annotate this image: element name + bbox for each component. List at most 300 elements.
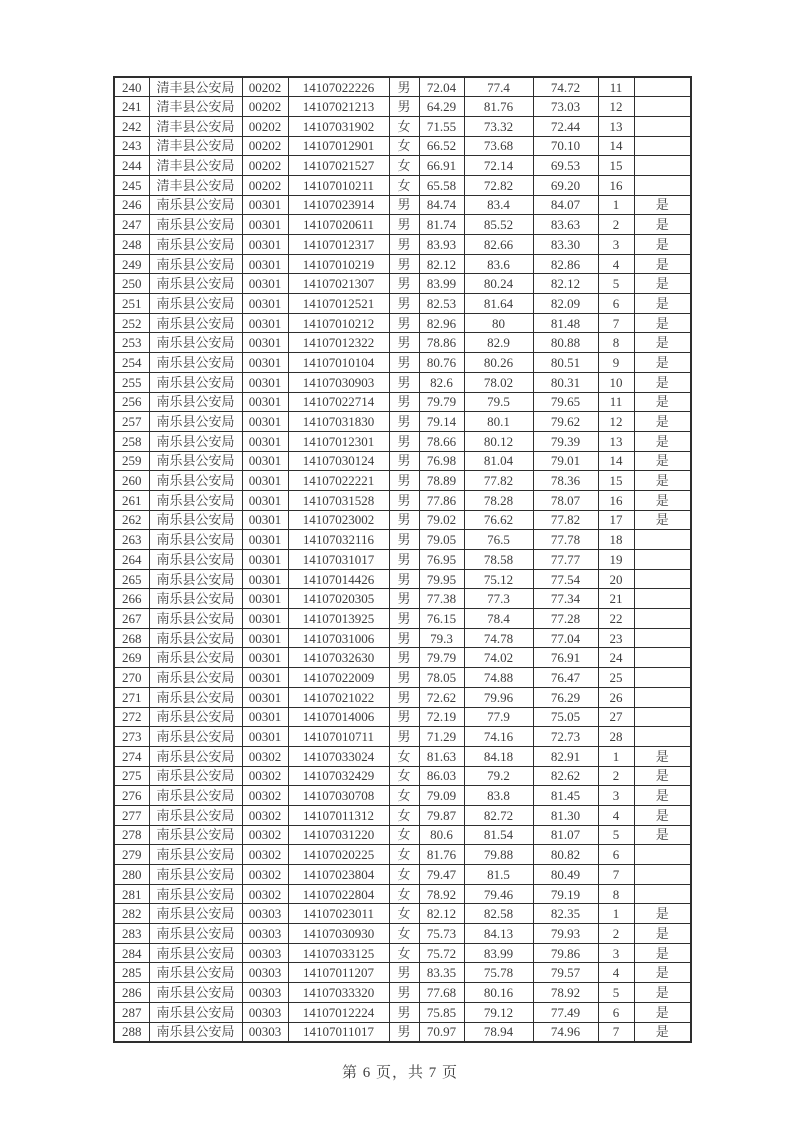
shortlisted-flag: 是 bbox=[634, 1002, 691, 1022]
score-3: 76.91 bbox=[533, 648, 598, 668]
unit-name: 清丰县公安局 bbox=[149, 136, 242, 156]
score-3: 76.47 bbox=[533, 668, 598, 688]
score-1: 78.89 bbox=[419, 471, 464, 491]
score-1: 82.12 bbox=[419, 904, 464, 924]
shortlisted-flag: 是 bbox=[634, 1022, 691, 1042]
shortlisted-flag: 是 bbox=[634, 313, 691, 333]
candidate-id: 14107030930 bbox=[288, 924, 389, 944]
score-1: 79.95 bbox=[419, 569, 464, 589]
score-1: 72.19 bbox=[419, 707, 464, 727]
score-2: 79.12 bbox=[464, 1002, 533, 1022]
candidate-id: 14107010711 bbox=[288, 727, 389, 747]
score-table-body bbox=[114, 77, 691, 1042]
candidate-id: 14107033320 bbox=[288, 983, 389, 1003]
score-2: 80.24 bbox=[464, 274, 533, 294]
rank: 13 bbox=[598, 431, 634, 451]
gender: 男 bbox=[389, 372, 419, 392]
unit-name: 南乐县公安局 bbox=[149, 412, 242, 432]
score-1: 83.99 bbox=[419, 274, 464, 294]
table-row bbox=[114, 175, 691, 195]
score-1: 66.52 bbox=[419, 136, 464, 156]
score-3: 81.48 bbox=[533, 313, 598, 333]
position-code: 00301 bbox=[242, 254, 288, 274]
score-3: 81.07 bbox=[533, 825, 598, 845]
table-row bbox=[114, 1022, 691, 1042]
rank: 16 bbox=[598, 175, 634, 195]
score-3: 77.78 bbox=[533, 530, 598, 550]
candidate-id: 14107012521 bbox=[288, 294, 389, 314]
row-index: 260 bbox=[114, 471, 149, 491]
table-row bbox=[114, 530, 691, 550]
score-3: 77.82 bbox=[533, 510, 598, 530]
rank: 15 bbox=[598, 156, 634, 176]
position-code: 00301 bbox=[242, 471, 288, 491]
rank: 24 bbox=[598, 648, 634, 668]
score-2: 79.88 bbox=[464, 845, 533, 865]
position-code: 00302 bbox=[242, 845, 288, 865]
gender: 男 bbox=[389, 628, 419, 648]
unit-name: 南乐县公安局 bbox=[149, 963, 242, 983]
unit-name: 清丰县公安局 bbox=[149, 77, 242, 97]
gender: 女 bbox=[389, 884, 419, 904]
score-2: 74.88 bbox=[464, 668, 533, 688]
candidate-id: 14107012317 bbox=[288, 235, 389, 255]
shortlisted-flag: 是 bbox=[634, 805, 691, 825]
table-row bbox=[114, 1002, 691, 1022]
table-row bbox=[114, 766, 691, 786]
candidate-id: 14107014426 bbox=[288, 569, 389, 589]
row-index: 242 bbox=[114, 116, 149, 136]
position-code: 00301 bbox=[242, 707, 288, 727]
table-row bbox=[114, 668, 691, 688]
score-3: 84.07 bbox=[533, 195, 598, 215]
gender: 男 bbox=[389, 569, 419, 589]
row-index: 273 bbox=[114, 727, 149, 747]
gender: 男 bbox=[389, 254, 419, 274]
row-index: 261 bbox=[114, 490, 149, 510]
unit-name: 南乐县公安局 bbox=[149, 746, 242, 766]
position-code: 00301 bbox=[242, 294, 288, 314]
position-code: 00301 bbox=[242, 392, 288, 412]
score-2: 81.04 bbox=[464, 451, 533, 471]
row-index: 282 bbox=[114, 904, 149, 924]
score-3: 80.49 bbox=[533, 865, 598, 885]
shortlisted-flag: 是 bbox=[634, 392, 691, 412]
position-code: 00301 bbox=[242, 530, 288, 550]
row-index: 278 bbox=[114, 825, 149, 845]
rank: 9 bbox=[598, 353, 634, 373]
gender: 女 bbox=[389, 924, 419, 944]
score-2: 85.52 bbox=[464, 215, 533, 235]
row-index: 245 bbox=[114, 175, 149, 195]
candidate-id: 14107022714 bbox=[288, 392, 389, 412]
shortlisted-flag bbox=[634, 175, 691, 195]
row-index: 276 bbox=[114, 786, 149, 806]
score-2: 81.64 bbox=[464, 294, 533, 314]
table-row bbox=[114, 648, 691, 668]
table-row bbox=[114, 786, 691, 806]
score-3: 78.92 bbox=[533, 983, 598, 1003]
rank: 3 bbox=[598, 943, 634, 963]
table-row bbox=[114, 235, 691, 255]
shortlisted-flag: 是 bbox=[634, 746, 691, 766]
gender: 女 bbox=[389, 136, 419, 156]
candidate-id: 14107023002 bbox=[288, 510, 389, 530]
gender: 男 bbox=[389, 490, 419, 510]
shortlisted-flag bbox=[634, 865, 691, 885]
table-row bbox=[114, 471, 691, 491]
candidate-id: 14107014006 bbox=[288, 707, 389, 727]
position-code: 00202 bbox=[242, 156, 288, 176]
table-row bbox=[114, 97, 691, 117]
table-row bbox=[114, 707, 691, 727]
score-1: 79.02 bbox=[419, 510, 464, 530]
unit-name: 南乐县公安局 bbox=[149, 550, 242, 570]
gender: 男 bbox=[389, 215, 419, 235]
table-row bbox=[114, 510, 691, 530]
rank: 3 bbox=[598, 786, 634, 806]
unit-name: 清丰县公安局 bbox=[149, 116, 242, 136]
rank: 12 bbox=[598, 97, 634, 117]
unit-name: 南乐县公安局 bbox=[149, 451, 242, 471]
gender: 男 bbox=[389, 510, 419, 530]
unit-name: 南乐县公安局 bbox=[149, 884, 242, 904]
table-row bbox=[114, 313, 691, 333]
gender: 女 bbox=[389, 845, 419, 865]
unit-name: 南乐县公安局 bbox=[149, 727, 242, 747]
gender: 男 bbox=[389, 963, 419, 983]
gender: 男 bbox=[389, 687, 419, 707]
gender: 女 bbox=[389, 943, 419, 963]
table-row bbox=[114, 156, 691, 176]
table-row bbox=[114, 294, 691, 314]
shortlisted-flag: 是 bbox=[634, 766, 691, 786]
score-3: 79.39 bbox=[533, 431, 598, 451]
row-index: 257 bbox=[114, 412, 149, 432]
table-row bbox=[114, 983, 691, 1003]
score-1: 79.47 bbox=[419, 865, 464, 885]
gender: 女 bbox=[389, 116, 419, 136]
gender: 男 bbox=[389, 313, 419, 333]
row-index: 249 bbox=[114, 254, 149, 274]
position-code: 00202 bbox=[242, 77, 288, 97]
shortlisted-flag: 是 bbox=[634, 254, 691, 274]
unit-name: 南乐县公安局 bbox=[149, 668, 242, 688]
shortlisted-flag: 是 bbox=[634, 353, 691, 373]
unit-name: 南乐县公安局 bbox=[149, 924, 242, 944]
gender: 男 bbox=[389, 609, 419, 629]
candidate-id: 14107020305 bbox=[288, 589, 389, 609]
unit-name: 南乐县公安局 bbox=[149, 1002, 242, 1022]
score-3: 82.09 bbox=[533, 294, 598, 314]
shortlisted-flag bbox=[634, 589, 691, 609]
score-2: 80.1 bbox=[464, 412, 533, 432]
shortlisted-flag: 是 bbox=[634, 451, 691, 471]
row-index: 254 bbox=[114, 353, 149, 373]
unit-name: 南乐县公安局 bbox=[149, 254, 242, 274]
shortlisted-flag: 是 bbox=[634, 333, 691, 353]
shortlisted-flag: 是 bbox=[634, 904, 691, 924]
row-index: 268 bbox=[114, 628, 149, 648]
table-row bbox=[114, 451, 691, 471]
rank: 4 bbox=[598, 805, 634, 825]
gender: 男 bbox=[389, 97, 419, 117]
score-3: 72.44 bbox=[533, 116, 598, 136]
score-1: 75.72 bbox=[419, 943, 464, 963]
rank: 26 bbox=[598, 687, 634, 707]
unit-name: 南乐县公安局 bbox=[149, 353, 242, 373]
score-3: 83.63 bbox=[533, 215, 598, 235]
candidate-id: 14107010211 bbox=[288, 175, 389, 195]
score-1: 71.29 bbox=[419, 727, 464, 747]
shortlisted-flag bbox=[634, 884, 691, 904]
row-index: 250 bbox=[114, 274, 149, 294]
shortlisted-flag: 是 bbox=[634, 943, 691, 963]
gender: 男 bbox=[389, 1022, 419, 1042]
row-index: 280 bbox=[114, 865, 149, 885]
score-2: 81.5 bbox=[464, 865, 533, 885]
rank: 1 bbox=[598, 904, 634, 924]
row-index: 279 bbox=[114, 845, 149, 865]
row-index: 243 bbox=[114, 136, 149, 156]
score-1: 81.63 bbox=[419, 746, 464, 766]
position-code: 00301 bbox=[242, 353, 288, 373]
score-2: 83.4 bbox=[464, 195, 533, 215]
table-row bbox=[114, 845, 691, 865]
rank: 6 bbox=[598, 1002, 634, 1022]
score-1: 76.15 bbox=[419, 609, 464, 629]
score-3: 77.77 bbox=[533, 550, 598, 570]
gender: 男 bbox=[389, 648, 419, 668]
candidate-id: 14107011017 bbox=[288, 1022, 389, 1042]
score-3: 74.96 bbox=[533, 1022, 598, 1042]
score-1: 83.93 bbox=[419, 235, 464, 255]
table-row bbox=[114, 884, 691, 904]
score-2: 75.12 bbox=[464, 569, 533, 589]
shortlisted-flag: 是 bbox=[634, 195, 691, 215]
score-1: 72.62 bbox=[419, 687, 464, 707]
candidate-id: 14107011312 bbox=[288, 805, 389, 825]
score-2: 80.12 bbox=[464, 431, 533, 451]
score-3: 82.62 bbox=[533, 766, 598, 786]
position-code: 00301 bbox=[242, 490, 288, 510]
table-row bbox=[114, 274, 691, 294]
shortlisted-flag: 是 bbox=[634, 215, 691, 235]
position-code: 00301 bbox=[242, 412, 288, 432]
position-code: 00303 bbox=[242, 904, 288, 924]
score-2: 82.58 bbox=[464, 904, 533, 924]
position-code: 00301 bbox=[242, 550, 288, 570]
candidate-id: 14107012301 bbox=[288, 431, 389, 451]
score-1: 75.73 bbox=[419, 924, 464, 944]
row-index: 255 bbox=[114, 372, 149, 392]
score-1: 80.76 bbox=[419, 353, 464, 373]
shortlisted-flag: 是 bbox=[634, 924, 691, 944]
position-code: 00301 bbox=[242, 451, 288, 471]
score-3: 77.04 bbox=[533, 628, 598, 648]
score-1: 84.74 bbox=[419, 195, 464, 215]
table-row bbox=[114, 943, 691, 963]
score-2: 73.32 bbox=[464, 116, 533, 136]
score-3: 70.10 bbox=[533, 136, 598, 156]
score-3: 77.28 bbox=[533, 609, 598, 629]
candidate-id: 14107031017 bbox=[288, 550, 389, 570]
rank: 5 bbox=[598, 274, 634, 294]
gender: 女 bbox=[389, 865, 419, 885]
gender: 男 bbox=[389, 550, 419, 570]
score-2: 74.02 bbox=[464, 648, 533, 668]
score-3: 80.51 bbox=[533, 353, 598, 373]
table-row bbox=[114, 353, 691, 373]
score-3: 72.73 bbox=[533, 727, 598, 747]
row-index: 244 bbox=[114, 156, 149, 176]
score-1: 79.79 bbox=[419, 392, 464, 412]
score-2: 79.5 bbox=[464, 392, 533, 412]
row-index: 246 bbox=[114, 195, 149, 215]
score-1: 64.29 bbox=[419, 97, 464, 117]
unit-name: 南乐县公安局 bbox=[149, 195, 242, 215]
score-2: 77.9 bbox=[464, 707, 533, 727]
rank: 2 bbox=[598, 924, 634, 944]
position-code: 00303 bbox=[242, 1002, 288, 1022]
gender: 女 bbox=[389, 156, 419, 176]
rank: 27 bbox=[598, 707, 634, 727]
row-index: 262 bbox=[114, 510, 149, 530]
rank: 5 bbox=[598, 825, 634, 845]
rank: 13 bbox=[598, 116, 634, 136]
score-1: 78.66 bbox=[419, 431, 464, 451]
score-2: 76.62 bbox=[464, 510, 533, 530]
score-2: 83.99 bbox=[464, 943, 533, 963]
score-2: 78.02 bbox=[464, 372, 533, 392]
score-3: 77.54 bbox=[533, 569, 598, 589]
gender: 男 bbox=[389, 195, 419, 215]
position-code: 00303 bbox=[242, 943, 288, 963]
score-2: 75.78 bbox=[464, 963, 533, 983]
unit-name: 南乐县公安局 bbox=[149, 490, 242, 510]
position-code: 00301 bbox=[242, 609, 288, 629]
rank: 21 bbox=[598, 589, 634, 609]
unit-name: 南乐县公安局 bbox=[149, 510, 242, 530]
score-2: 77.4 bbox=[464, 77, 533, 97]
shortlisted-flag: 是 bbox=[634, 963, 691, 983]
table-row bbox=[114, 550, 691, 570]
shortlisted-flag: 是 bbox=[634, 825, 691, 845]
candidate-id: 14107033024 bbox=[288, 746, 389, 766]
score-3: 77.49 bbox=[533, 1002, 598, 1022]
shortlisted-flag: 是 bbox=[634, 471, 691, 491]
unit-name: 南乐县公安局 bbox=[149, 392, 242, 412]
score-1: 78.86 bbox=[419, 333, 464, 353]
rank: 8 bbox=[598, 884, 634, 904]
score-3: 79.57 bbox=[533, 963, 598, 983]
candidate-id: 14107021307 bbox=[288, 274, 389, 294]
score-3: 73.03 bbox=[533, 97, 598, 117]
score-2: 80.16 bbox=[464, 983, 533, 1003]
rank: 8 bbox=[598, 333, 634, 353]
score-2: 73.68 bbox=[464, 136, 533, 156]
score-2: 84.13 bbox=[464, 924, 533, 944]
score-2: 82.9 bbox=[464, 333, 533, 353]
position-code: 00303 bbox=[242, 924, 288, 944]
rank: 28 bbox=[598, 727, 634, 747]
rank: 18 bbox=[598, 530, 634, 550]
position-code: 00301 bbox=[242, 215, 288, 235]
shortlisted-flag bbox=[634, 687, 691, 707]
unit-name: 南乐县公安局 bbox=[149, 333, 242, 353]
row-index: 267 bbox=[114, 609, 149, 629]
rank: 2 bbox=[598, 766, 634, 786]
position-code: 00301 bbox=[242, 333, 288, 353]
unit-name: 南乐县公安局 bbox=[149, 274, 242, 294]
gender: 男 bbox=[389, 668, 419, 688]
rank: 10 bbox=[598, 372, 634, 392]
unit-name: 南乐县公安局 bbox=[149, 235, 242, 255]
row-index: 284 bbox=[114, 943, 149, 963]
rank: 7 bbox=[598, 865, 634, 885]
table-row bbox=[114, 628, 691, 648]
score-3: 79.86 bbox=[533, 943, 598, 963]
row-index: 288 bbox=[114, 1022, 149, 1042]
table-row bbox=[114, 727, 691, 747]
shortlisted-flag: 是 bbox=[634, 510, 691, 530]
row-index: 272 bbox=[114, 707, 149, 727]
candidate-id: 14107031830 bbox=[288, 412, 389, 432]
candidate-id: 14107030124 bbox=[288, 451, 389, 471]
position-code: 00302 bbox=[242, 786, 288, 806]
candidate-id: 14107032116 bbox=[288, 530, 389, 550]
gender: 男 bbox=[389, 727, 419, 747]
score-3: 78.07 bbox=[533, 490, 598, 510]
unit-name: 南乐县公安局 bbox=[149, 294, 242, 314]
rank: 2 bbox=[598, 215, 634, 235]
score-3: 75.05 bbox=[533, 707, 598, 727]
table-row bbox=[114, 136, 691, 156]
score-1: 71.55 bbox=[419, 116, 464, 136]
score-1: 77.68 bbox=[419, 983, 464, 1003]
score-1: 81.76 bbox=[419, 845, 464, 865]
position-code: 00301 bbox=[242, 668, 288, 688]
unit-name: 南乐县公安局 bbox=[149, 589, 242, 609]
table-row bbox=[114, 77, 691, 97]
position-code: 00301 bbox=[242, 569, 288, 589]
table-row bbox=[114, 805, 691, 825]
shortlisted-flag bbox=[634, 116, 691, 136]
score-2: 74.78 bbox=[464, 628, 533, 648]
unit-name: 南乐县公安局 bbox=[149, 648, 242, 668]
candidate-id: 14107012322 bbox=[288, 333, 389, 353]
gender: 女 bbox=[389, 746, 419, 766]
score-3: 82.91 bbox=[533, 746, 598, 766]
gender: 男 bbox=[389, 77, 419, 97]
score-1: 79.14 bbox=[419, 412, 464, 432]
score-1: 86.03 bbox=[419, 766, 464, 786]
rank: 15 bbox=[598, 471, 634, 491]
score-1: 78.92 bbox=[419, 884, 464, 904]
candidate-id: 14107022221 bbox=[288, 471, 389, 491]
score-3: 82.35 bbox=[533, 904, 598, 924]
rank: 14 bbox=[598, 451, 634, 471]
table-row bbox=[114, 392, 691, 412]
score-1: 77.38 bbox=[419, 589, 464, 609]
score-2: 80.26 bbox=[464, 353, 533, 373]
score-1: 72.04 bbox=[419, 77, 464, 97]
shortlisted-flag: 是 bbox=[634, 490, 691, 510]
candidate-id: 14107033125 bbox=[288, 943, 389, 963]
rank: 16 bbox=[598, 490, 634, 510]
shortlisted-flag bbox=[634, 77, 691, 97]
shortlisted-flag: 是 bbox=[634, 294, 691, 314]
